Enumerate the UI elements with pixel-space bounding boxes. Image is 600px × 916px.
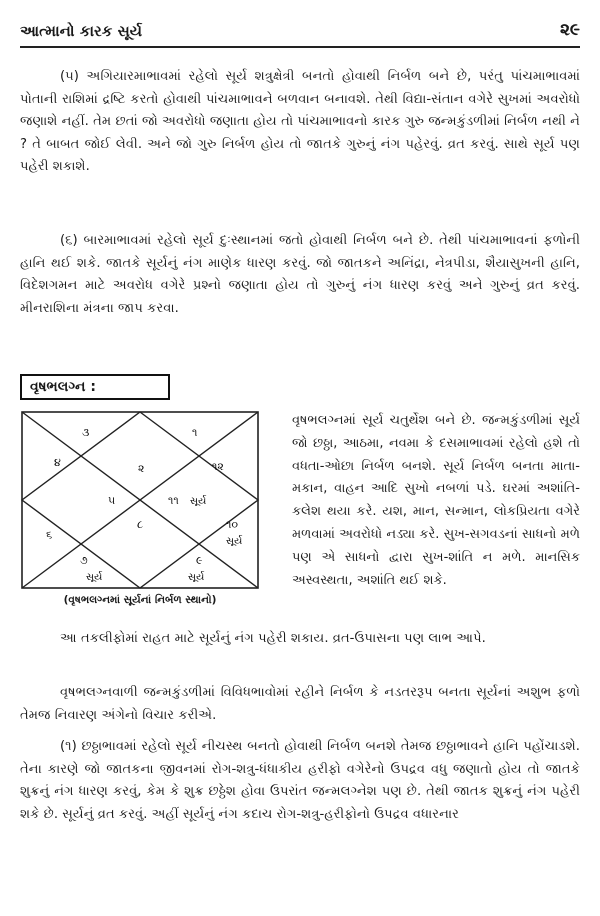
house-num-5: ૫ (108, 494, 116, 507)
paragraph-remedy: આ તકલીફોમાં રાહત માટે સૂર્યનું નંગ પહેરી શકાય. વ્રત-ઉપાસના પણ લાભ આપે. (60, 631, 486, 646)
house-num-10: ૧૦ (226, 518, 239, 531)
planet-surya-6: સૂર્ય (86, 572, 103, 583)
house-num-9: ૯ (196, 554, 203, 567)
section-heading-vrushabh: વૃષભલગ્ન : (20, 374, 170, 400)
running-title: આત્માનો કારક સૂર્ય (20, 22, 143, 40)
kundli-chart (20, 410, 280, 594)
vrushabh-intro-text: વૃષભલગ્નમાં સૂર્ય ચતુર્થેશ બને છે. જન્મકુંડળીમાં સૂર્ય જો છઠ્ઠા, આઠમા, નવમા કે દસમાભાવમાં રહેલો હશે તો વધતા-ઓછા નિર્બળ બનશે. સૂર્ય નિર્બળ બનતા માતા-મકાન, વાહન આદિ સુખો નબળાં પડે. ઘરમાં અશાંતિ-કલેશ થયા કરે. યશ, માન, સન્માન, લોકપ્રિયતા વગેરે મળવામાં અવરોધો નડ્યા કરે. સુખ-સગવડનાં સાધનો મળે પણ એ સાધનો દ્વારા સુખ-શાંતિ ન મળે. માનસિક અસ્વસ્થતા, અશાંતિ થઈ શકે. (292, 413, 580, 588)
chart-caption: (વૃષભલગ્નમાં સૂર્યનાં નિર્બળ સ્થાનો) (63, 594, 217, 606)
house-num-7: ૭ (80, 554, 88, 567)
house-num-8: ૮ (137, 518, 144, 531)
house-num-11: ૧૧ (168, 494, 179, 507)
paragraph-1-sixth-house: (૧) છઠ્ઠાભાવમાં રહેલો સૂર્ય નીચસ્થ બનતો હોવાથી નિર્બળ બનશે તેમજ છઠ્ઠાભાવને હાનિ પહોંચાડશે. તેના કારણે જો જાતકના જીવનમાં રોગ-શત્રુ-ધંધાકીય હરીફો વગેરેનો ઉપદ્રવ વધુ જણાતો હોય તો જાતકે શુક્રનું નંગ ધારણ કરવું, કેમ કે શુક્ર છઠ્ઠેશ હોવા ઉપરાંત જન્મલગ્નેશ પણ છે. તેથી જાતક શુક્રનું નંગ પહેરી શકે છે. સૂર્યનું વ્રત કરવું. અહીં સૂર્યનું નંગ કદાચ રોગ-શત્રુ-હરીફોનો ઉપદ્રવ વધારનાર (20, 739, 580, 822)
house-num-3: ૩ (82, 426, 90, 439)
house-num-12: ૧૨ (212, 460, 224, 473)
house-num-1: ૧ (192, 426, 198, 439)
house-num-2: ૨ (138, 462, 145, 475)
kundli-diagram (20, 410, 260, 590)
house-num-6: ૬ (46, 528, 53, 541)
page-number: ૨૯ (559, 20, 580, 40)
planet-surya-10: સૂર્ય (226, 536, 243, 547)
house-num-4: ૪ (54, 456, 61, 469)
paragraph-6: (૬) બારમાભાવમાં રહેલો સૂર્ય દુઃસ્થાનમાં જતો હોવાથી નિર્બળ બને છે. તેથી પાંચમાભાવનાં ફળોની હાનિ થઈ શકે. જાતકે સૂર્યનું નંગ માણેક ધારણ કરવું. જો જાતકને અનિંદ્રા, નેત્રપીડા, શૈયાસુખની હાનિ, વિદેશગમન માટે અવરોધ વગેરે પ્રશ્નો જણાતા હોય તો ગુરુનું નંગ ધારણ કરવું અને ગુરુનું વ્રત કરવું. મીનરાશિના મંત્રના જાપ કરવા. (20, 233, 580, 316)
page-header (20, 18, 580, 48)
paragraph-intro-houses: વૃષભલગ્નવાળી જન્મકુંડળીમાં વિવિધભાવોમાં રહીને નિર્બળ કે નડતરરૂપ બનતા સૂર્યનાં અશુભ ફળો તેમજ નિવારણ અંગેનો વિચાર કરીએ. (20, 685, 580, 723)
paragraph-5: (૫) અગિયારમાભાવમાં રહેલો સૂર્ય શત્રુક્ષેત્રી બનતો હોવાથી નિર્બળ બને છે, પરંતુ પાંચમાભાવમાં પોતાની રાશિમાં દ્રષ્ટિ કરતો હોવાથી પાંચમાભાવને બળવાન બનાવશે. તેથી વિદ્યા-સંતાન વગેરે સુખમાં અવરોધો જણાશે નહીં. તેમ છતાં જો અવરોધો જણાતા હોય તો પાંચમાભાવનો કારક ગુરુ જન્મકુંડળીમાં નિર્બળ નથી ને ? તે બાબત જોઈ લેવી. અને જો ગુરુ નિર્બળ હોય તો જાતકે ગુરુનું નંગ પહેરવું. વ્રત કરવું. સાથે સૂર્ય પણ પહેરી શકાશે. (20, 69, 580, 175)
planet-surya-11: સૂર્ય (190, 496, 207, 507)
planet-surya-9: સૂર્ય (188, 572, 205, 583)
